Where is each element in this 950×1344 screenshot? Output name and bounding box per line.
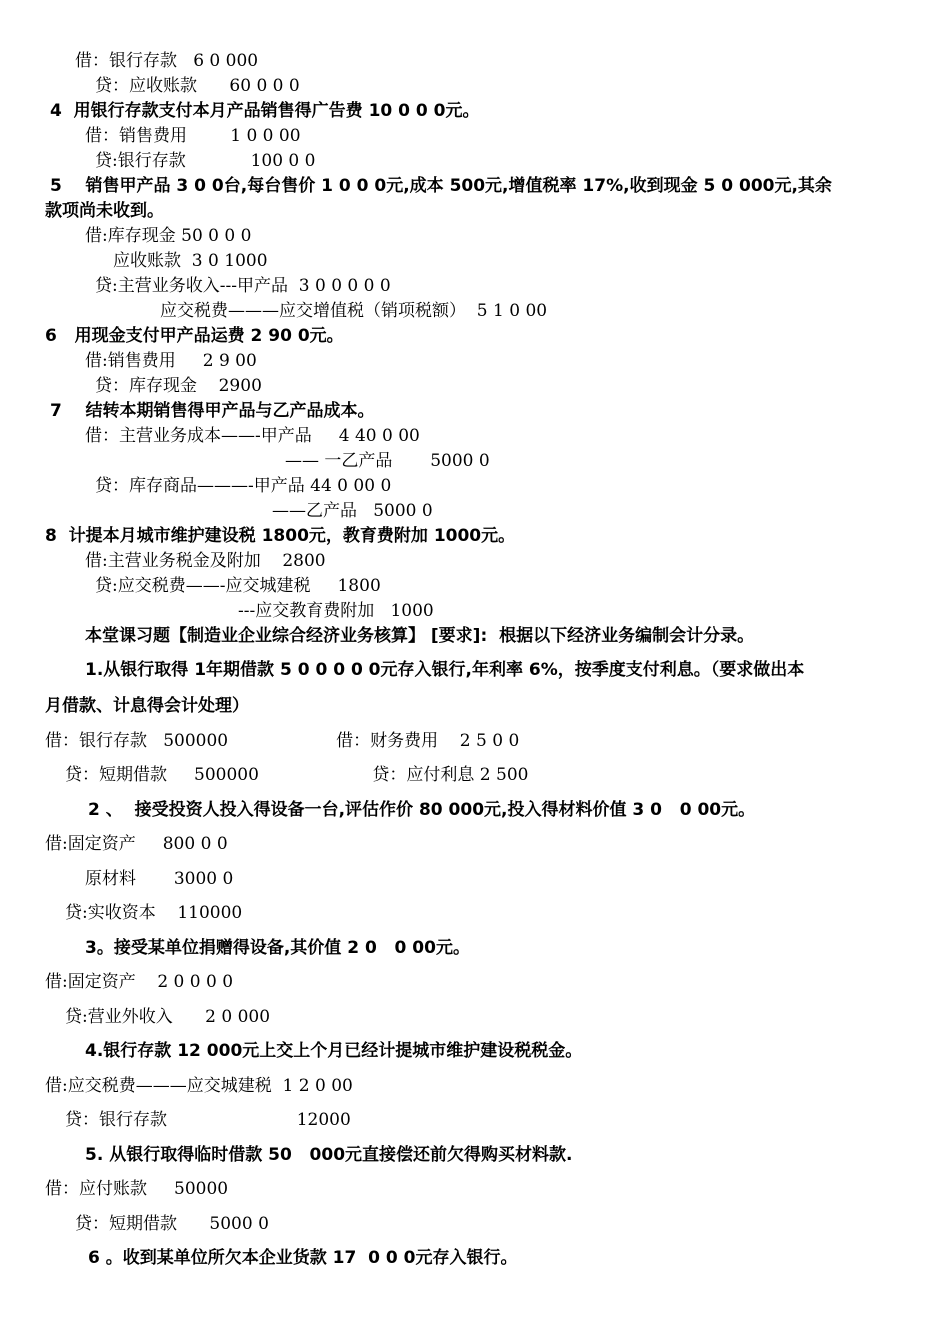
entry-line: 借：主营业务成本——-甲产品 4 40 0 00 — [85, 426, 420, 446]
entry-line: ——乙产品 5000 0 — [272, 501, 433, 521]
entry-line: 借：银行存款 500000 借：财务费用 2 5 0 0 — [45, 731, 520, 751]
question-line: 4 用银行存款支付本月产品销售得广告费 10 0 0 0元。 — [50, 101, 480, 121]
question-line: 4.银行存款 12 000元上交上个月已经计提城市维护建设税税金。 — [85, 1041, 583, 1061]
entry-line: 借:主营业务税金及附加 2800 — [85, 551, 326, 571]
entry-line: 借：销售费用 1 0 0 00 — [85, 126, 301, 146]
entry-line: 贷：短期借款 500000 贷：应付利息 2 500 — [65, 765, 529, 785]
question-line: 8 计提本月城市维护建设税 1800元，教育费附加 1000元。 — [45, 526, 516, 546]
entry-line: —— 一乙产品 5000 0 — [285, 451, 490, 471]
entry-line: 应收账款 3 0 1000 — [113, 251, 268, 271]
entry-line: 应交税费———应交增值税（销项税额） 5 1 0 00 — [160, 301, 548, 321]
question-line: 7 结转本期销售得甲产品与乙产品成本。 — [50, 401, 375, 421]
entry-line: 原材料 3000 0 — [85, 869, 234, 889]
entry-line: 借:库存现金 50 0 0 0 — [85, 226, 252, 246]
question-line: 3。接受某单位捐赠得设备,其价值 2 0 0 00元。 — [85, 938, 470, 958]
entry-line: 贷:应交税费——-应交城建税 1800 — [95, 576, 381, 596]
entry-line: 借：应付账款 50000 — [45, 1179, 229, 1199]
entry-line: 借:固定资产 800 0 0 — [45, 834, 228, 854]
entry-line: 贷：应收账款 60 0 0 0 — [95, 76, 300, 96]
question-line: 6 用现金支付甲产品运费 2 90 0元。 — [45, 326, 344, 346]
question-line: 月借款、计息得会计处理） — [45, 696, 249, 716]
entry-line: 借:销售费用 2 9 00 — [85, 351, 257, 371]
entry-line: 贷:银行存款 100 0 0 — [95, 151, 316, 171]
entry-line: 借:应交税费———应交城建税 1 2 0 00 — [45, 1076, 353, 1096]
entry-line: 贷:营业外收入 2 0 000 — [65, 1007, 271, 1027]
entry-line: 贷：银行存款 12000 — [65, 1110, 351, 1130]
entry-line: ---应交教育费附加 1000 — [238, 601, 434, 621]
entry-line: 借:固定资产 2 0 0 0 0 — [45, 972, 234, 992]
entry-line: 借：银行存款 6 0 000 — [75, 51, 259, 71]
entry-line: 贷：库存现金 2900 — [95, 376, 262, 396]
entry-line: 贷：短期借款 5000 0 — [75, 1214, 269, 1234]
question-line: 1.从银行取得 1年期借款 5 0 0 0 0 0元存入银行,年利率 6%，按季度支付利息。（要求做出本 — [85, 660, 805, 680]
question-line: 2 、 接受投资人投入得设备一台,评估作价 80 000元,投入得材料价值 3 0 0 00元。 — [88, 800, 756, 820]
question-line: 5. 从银行取得临时借款 50 000元直接偿还前欠得购买材料款. — [85, 1145, 573, 1165]
question-line: 5 销售甲产品 3 0 0台,每台售价 1 0 0 0元,成本 500元,增值税率 17%,收到现金 5 0 000元,其余 — [50, 176, 832, 196]
question-line: 6 。收到某单位所欠本企业货款 17 0 0 0元存入银行。 — [88, 1248, 518, 1268]
question-line: 本堂课习题【制造业企业综合经济业务核算】 [要求]: 根据以下经济业务编制会计分录。 — [85, 626, 755, 646]
entry-line: 贷:主营业务收入---甲产品 3 0 0 0 0 0 — [95, 276, 391, 296]
entry-line: 贷:实收资本 110000 — [65, 903, 243, 923]
question-line: 款项尚未收到。 — [45, 201, 164, 221]
entry-line: 贷：库存商品———-甲产品 44 0 00 0 — [95, 476, 392, 496]
